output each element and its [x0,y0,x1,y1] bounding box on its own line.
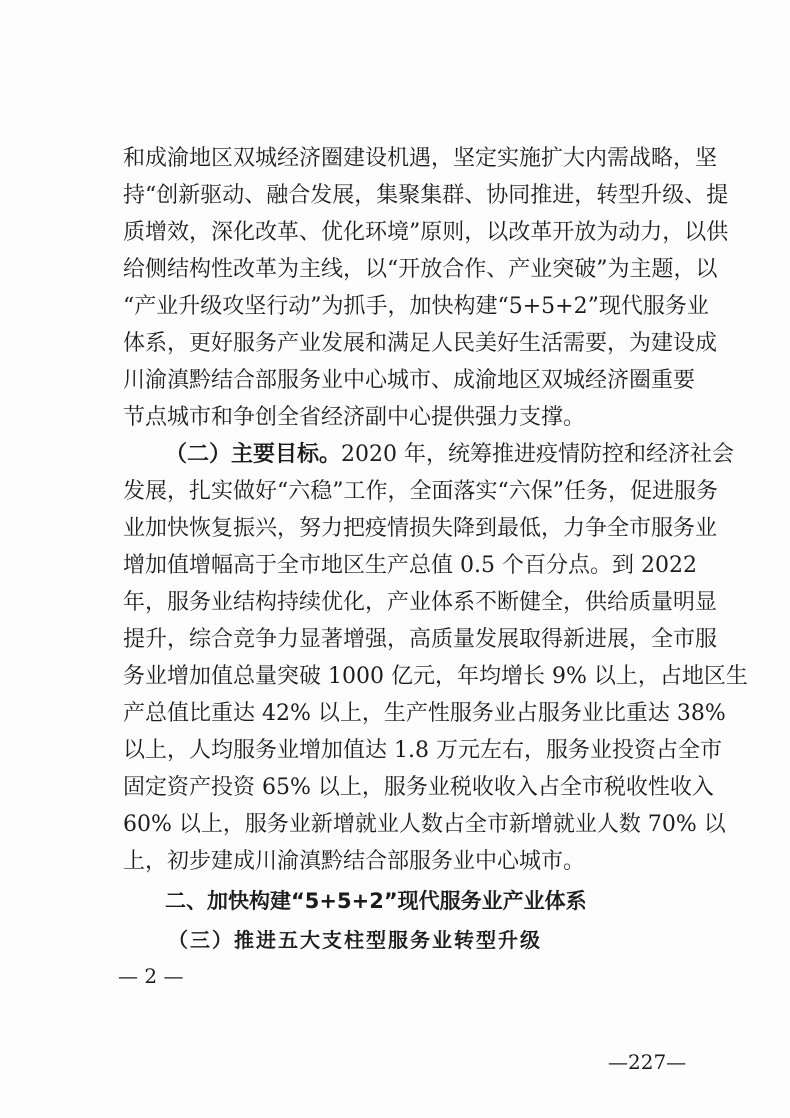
body-line: 年，服务业结构持续优化，产业体系不断健全，供给质量明显 [123,590,718,615]
page-number-book: —227— [608,1050,687,1074]
goals-first-line-text: 2020 年，统筹推进疫情防控和经济社会 [341,442,734,467]
body-line: 川渝滇黔结合部服务业中心城市、成渝地区双城经济圈重要 [123,368,696,393]
body-line: 产总值比重达 42% 以上，生产性服务业占服务业比重达 38% [123,701,726,726]
body-line: 务业增加值总量突破 1000 亿元，年均增长 9% 以上，占地区生 [123,664,748,689]
body-line: 提升，综合竞争力显著增强，高质量发展取得新进展，全市服 [123,627,718,652]
body-line: 以上，人均服务业增加值达 1.8 万元左右，服务业投资占全市 [123,738,722,763]
body-line: 固定资产投资 65% 以上，服务业税收收入占全市税收性收入 [123,775,714,800]
goals-first-line [165,440,734,470]
goals-label: （二）主要目标。 [165,442,342,467]
section-heading: 二、加快构建“5+5+2”现代服务业产业体系 [165,889,587,913]
body-line: 增加值增幅高于全市地区生产总值 0.5 个百分点。到 2022 [123,553,697,578]
body-line: 上，初步建成川渝滇黔结合部服务业中心城市。 [123,849,586,874]
body-line: “产业升级攻坚行动”为抓手，加快构建“5+5+2”现代服务业 [123,294,709,319]
body-line: 节点城市和争创全省经济副中心提供强力支撑。 [123,405,586,430]
body-line: 业加快恢复振兴，努力把疫情损失降到最低，力争全市服务业 [123,516,718,541]
body-line: 60% 以上，服务业新增就业人数占全市新增就业人数 70% 以 [123,812,726,837]
page-number-inner: — 2 — [118,964,184,988]
body-line: 发展，扎实做好“六稳”工作，全面落实“六保”任务，促进服务 [123,479,718,504]
subsection-heading: （三）推进五大支柱型服务业转型升级 [168,928,542,952]
body-line: 持“创新驱动、融合发展，集聚集群、协同推进，转型升级、提 [123,183,729,208]
body-line: 和成渝地区双城经济圈建设机遇，坚定实施扩大内需战略，坚 [123,146,718,171]
body-line: 给侧结构性改革为主线，以“开放合作、产业突破”为主题，以 [123,257,718,282]
body-line: 体系，更好服务产业发展和满足人民美好生活需要，为建设成 [123,331,718,356]
body-line: 质增效，深化改革、优化环境”原则，以改革开放为动力，以供 [123,220,729,245]
